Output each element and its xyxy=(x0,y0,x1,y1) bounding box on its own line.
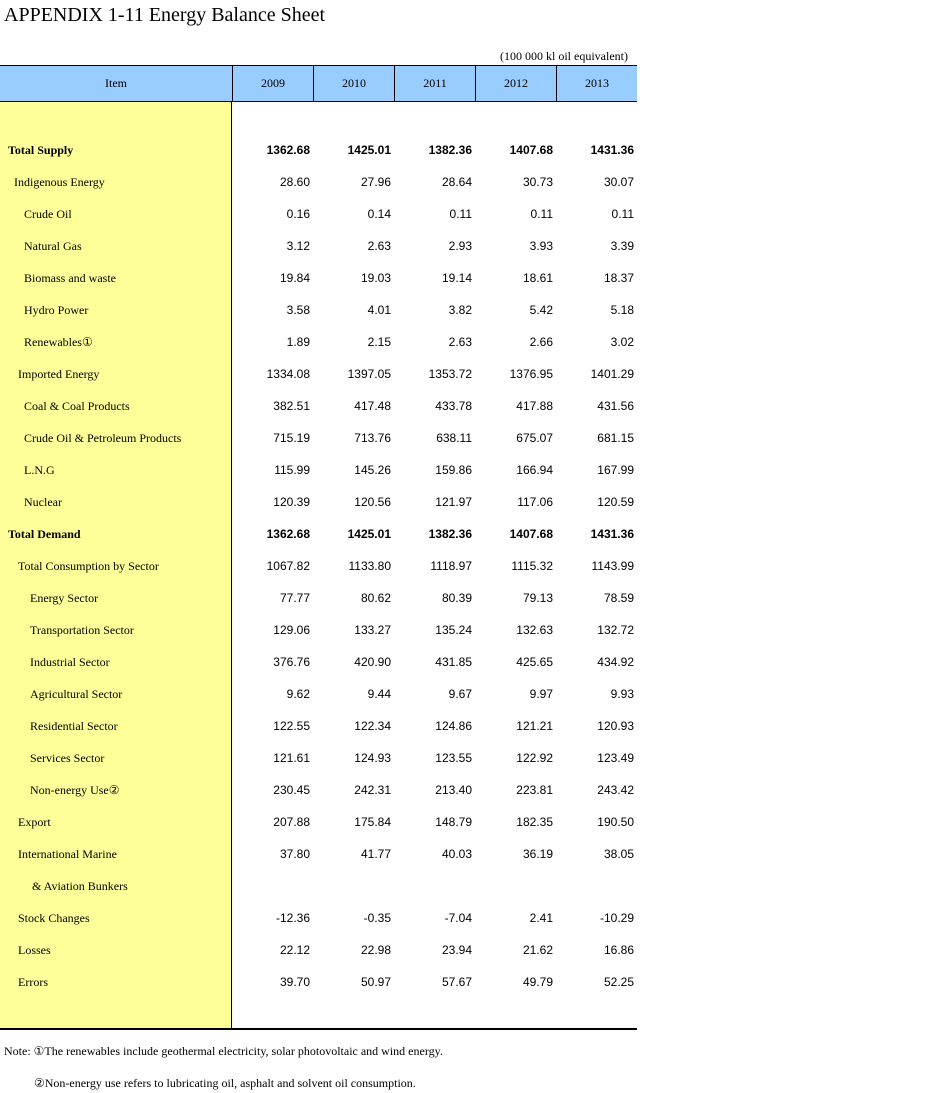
table-row xyxy=(0,678,637,710)
note-2: ②Non-energy use refers to lubricating oil, asphalt and solvent oil consumption. xyxy=(34,1076,416,1090)
row-value: 21.62 xyxy=(522,943,553,957)
table-header xyxy=(0,65,637,102)
page-title: APPENDIX 1-11 Energy Balance Sheet xyxy=(4,4,326,26)
row-value: 40.03 xyxy=(441,847,472,861)
row-value: 3.12 xyxy=(286,239,310,253)
row-value: 50.97 xyxy=(360,975,391,989)
row-label: Biomass and waste xyxy=(24,270,116,285)
row-value: 213.40 xyxy=(435,783,472,797)
row-value: -7.04 xyxy=(444,911,472,925)
row-value: 49.79 xyxy=(522,975,553,989)
row-value: 182.35 xyxy=(516,815,553,829)
row-value: 123.49 xyxy=(597,751,634,765)
row-value: 122.92 xyxy=(516,751,553,765)
row-value: 1376.95 xyxy=(509,367,553,381)
row-value: 1353.72 xyxy=(428,367,472,381)
row-value: 9.44 xyxy=(367,687,391,701)
header-year: 2009 xyxy=(232,66,313,101)
row-value: 433.78 xyxy=(435,399,472,413)
row-value: 120.93 xyxy=(597,719,634,733)
row-value: 1118.97 xyxy=(430,559,472,573)
row-value: 148.79 xyxy=(435,815,472,829)
row-value: 9.62 xyxy=(286,687,310,701)
row-value: 2.66 xyxy=(529,335,553,349)
row-value: 122.34 xyxy=(354,719,391,733)
row-value: -10.29 xyxy=(599,911,634,925)
row-value: 9.93 xyxy=(610,687,634,701)
row-value: 57.67 xyxy=(441,975,472,989)
row-value: 417.88 xyxy=(516,399,553,413)
row-value: 382.51 xyxy=(273,399,310,413)
row-value: 1382.36 xyxy=(428,143,472,157)
row-value: 52.25 xyxy=(603,975,634,989)
table-row xyxy=(0,870,637,902)
row-value: 79.13 xyxy=(522,591,553,605)
header-item: Item xyxy=(105,76,127,90)
row-value: 1334.08 xyxy=(266,367,310,381)
header-year: 2013 xyxy=(556,66,637,101)
row-value: 425.65 xyxy=(516,655,553,669)
row-value: 27.96 xyxy=(360,175,391,189)
row-value: 1362.68 xyxy=(266,527,310,541)
row-value: 167.99 xyxy=(597,463,634,477)
table-row xyxy=(0,358,637,390)
row-value: 1431.36 xyxy=(590,527,634,541)
row-value: 129.06 xyxy=(273,623,310,637)
table-row xyxy=(0,582,637,614)
row-value: 2.41 xyxy=(529,911,553,925)
table-row xyxy=(0,198,637,230)
row-value: 190.50 xyxy=(597,815,634,829)
table-row xyxy=(0,262,637,294)
row-value: 0.11 xyxy=(449,207,472,221)
row-value: 41.77 xyxy=(360,847,391,861)
row-value: 420.90 xyxy=(354,655,391,669)
row-value: 1425.01 xyxy=(347,527,391,541)
row-label: Services Sector xyxy=(30,750,105,765)
row-value: 223.81 xyxy=(516,783,553,797)
row-value: 80.62 xyxy=(360,591,391,605)
row-value: 1425.01 xyxy=(347,143,391,157)
row-label: Total Supply xyxy=(8,142,74,157)
row-value: 713.76 xyxy=(354,431,391,445)
row-value: 3.58 xyxy=(286,303,310,317)
row-value: 9.97 xyxy=(529,687,553,701)
row-value: 1362.68 xyxy=(266,143,310,157)
row-value: 145.26 xyxy=(354,463,391,477)
row-value: 121.21 xyxy=(516,719,553,733)
row-value: 39.70 xyxy=(279,975,310,989)
row-value: 124.86 xyxy=(435,719,472,733)
row-value: 122.55 xyxy=(273,719,310,733)
table-row xyxy=(0,838,637,870)
row-value: 133.27 xyxy=(354,623,391,637)
row-label: Indigenous Energy xyxy=(14,174,105,189)
row-value: 36.19 xyxy=(522,847,553,861)
table-row xyxy=(0,774,637,806)
table-row xyxy=(0,710,637,742)
row-value: 376.76 xyxy=(273,655,310,669)
row-value: 166.94 xyxy=(516,463,553,477)
row-value: 120.59 xyxy=(597,495,634,509)
row-value: 9.67 xyxy=(448,687,472,701)
row-value: 121.97 xyxy=(435,495,472,509)
row-value: 243.42 xyxy=(597,783,634,797)
row-value: 2.63 xyxy=(367,239,391,253)
row-value: 0.16 xyxy=(286,207,310,221)
row-value: 2.15 xyxy=(367,335,391,349)
row-label: Agricultural Sector xyxy=(30,686,123,701)
row-value: 132.63 xyxy=(516,623,553,637)
row-value: 16.86 xyxy=(603,943,634,957)
row-value: 431.85 xyxy=(435,655,472,669)
table-row xyxy=(0,550,637,582)
row-value: 120.39 xyxy=(273,495,310,509)
row-label: L.N.G xyxy=(24,462,55,477)
row-value: 1382.36 xyxy=(428,527,472,541)
table-row xyxy=(0,934,637,966)
row-value: 80.39 xyxy=(441,591,472,605)
unit-label: (100 000 kl oil equivalent) xyxy=(500,49,628,63)
row-value: 1401.29 xyxy=(590,367,634,381)
row-label: Energy Sector xyxy=(30,590,99,605)
row-label: International Marine xyxy=(18,846,117,861)
table-row xyxy=(0,166,637,198)
row-value: 1407.68 xyxy=(509,143,553,157)
row-value: 715.19 xyxy=(273,431,310,445)
row-value: 18.61 xyxy=(522,271,553,285)
table-row xyxy=(0,230,637,262)
row-label: Errors xyxy=(18,974,48,989)
row-label: Coal & Coal Products xyxy=(24,398,130,413)
header-year: 2011 xyxy=(394,66,475,101)
row-value: 230.45 xyxy=(273,783,310,797)
row-value: -12.36 xyxy=(275,911,310,925)
table-row xyxy=(0,134,637,166)
row-value: 5.42 xyxy=(529,303,553,317)
row-value: 1067.82 xyxy=(266,559,310,573)
table-body xyxy=(0,102,637,1030)
row-value: 19.14 xyxy=(441,271,472,285)
row-value: 19.84 xyxy=(279,271,310,285)
row-value: 117.06 xyxy=(517,495,553,509)
row-value: 124.93 xyxy=(354,751,391,765)
row-value: 417.48 xyxy=(354,399,391,413)
row-value: 28.64 xyxy=(441,175,472,189)
row-label: Crude Oil xyxy=(24,206,72,221)
row-label: Export xyxy=(18,814,51,829)
table-row xyxy=(0,326,637,358)
row-value: 3.93 xyxy=(529,239,553,253)
row-value: 5.18 xyxy=(610,303,634,317)
note-1: Note: ①The renewables include geothermal electricity, solar photovoltaic and wind energy. xyxy=(4,1044,443,1058)
row-value: 242.31 xyxy=(354,783,391,797)
row-value: 1431.36 xyxy=(590,143,634,157)
row-value: 37.80 xyxy=(279,847,310,861)
row-value: 120.56 xyxy=(354,495,391,509)
row-value: 0.11 xyxy=(530,207,553,221)
row-label: Natural Gas xyxy=(24,238,82,253)
row-value: 681.15 xyxy=(597,431,634,445)
table-row xyxy=(0,390,637,422)
header-year: 2010 xyxy=(313,66,394,101)
row-value: 1.89 xyxy=(286,335,310,349)
row-value: 2.93 xyxy=(448,239,472,253)
energy-balance-table xyxy=(0,65,637,1030)
row-value: -0.35 xyxy=(363,911,391,925)
row-value: 159.86 xyxy=(435,463,472,477)
row-value: 431.56 xyxy=(597,399,634,413)
row-label: Total Demand xyxy=(8,526,81,541)
row-value: 23.94 xyxy=(441,943,472,957)
row-value: 3.39 xyxy=(610,239,634,253)
table-row xyxy=(0,966,637,998)
row-value: 1133.80 xyxy=(348,559,391,573)
row-value: 123.55 xyxy=(435,751,472,765)
row-value: 434.92 xyxy=(597,655,634,669)
row-label: Residential Sector xyxy=(30,718,118,733)
row-value: 22.12 xyxy=(279,943,310,957)
row-label: Transportation Sector xyxy=(30,622,134,637)
row-value: 0.14 xyxy=(367,207,391,221)
row-value: 1115.32 xyxy=(511,559,553,573)
row-value: 115.99 xyxy=(274,463,310,477)
row-value: 30.07 xyxy=(603,175,634,189)
row-value: 175.84 xyxy=(354,815,391,829)
row-value: 28.60 xyxy=(279,175,310,189)
row-label: Hydro Power xyxy=(24,302,89,317)
table-row xyxy=(0,742,637,774)
table-row xyxy=(0,902,637,934)
row-value: 675.07 xyxy=(516,431,553,445)
row-label: Total Consumption by Sector xyxy=(18,558,159,573)
table-row xyxy=(0,646,637,678)
row-value: 4.01 xyxy=(367,303,391,317)
header-year: 2012 xyxy=(475,66,556,101)
row-label: Stock Changes xyxy=(18,910,90,925)
row-value: 38.05 xyxy=(603,847,634,861)
row-label: Losses xyxy=(18,942,51,957)
row-value: 1143.99 xyxy=(591,559,634,573)
table-row xyxy=(0,422,637,454)
row-value: 207.88 xyxy=(273,815,310,829)
row-label: & Aviation Bunkers xyxy=(32,878,128,893)
row-value: 1397.05 xyxy=(347,367,391,381)
row-label: Crude Oil & Petroleum Products xyxy=(24,430,182,445)
row-value: 132.72 xyxy=(597,623,634,637)
table-row xyxy=(0,454,637,486)
table-row xyxy=(0,806,637,838)
row-value: 1407.68 xyxy=(509,527,553,541)
row-label: Renewables① xyxy=(24,334,93,349)
row-label: Industrial Sector xyxy=(30,654,110,669)
row-value: 22.98 xyxy=(360,943,391,957)
table-row xyxy=(0,518,637,550)
row-value: 638.11 xyxy=(436,431,472,445)
row-value: 3.82 xyxy=(448,303,472,317)
table-row xyxy=(0,614,637,646)
row-label: Non-energy Use② xyxy=(30,782,120,797)
row-value: 77.77 xyxy=(279,591,310,605)
table-row xyxy=(0,294,637,326)
row-label: Nuclear xyxy=(24,494,62,509)
row-label: Imported Energy xyxy=(18,366,100,381)
row-value: 19.03 xyxy=(360,271,391,285)
row-value: 30.73 xyxy=(522,175,553,189)
row-value: 3.02 xyxy=(610,335,634,349)
row-value: 2.63 xyxy=(448,335,472,349)
row-value: 78.59 xyxy=(603,591,634,605)
row-value: 121.61 xyxy=(273,751,310,765)
table-row xyxy=(0,486,637,518)
row-value: 0.11 xyxy=(611,207,634,221)
row-value: 135.24 xyxy=(435,623,472,637)
row-value: 18.37 xyxy=(603,271,634,285)
